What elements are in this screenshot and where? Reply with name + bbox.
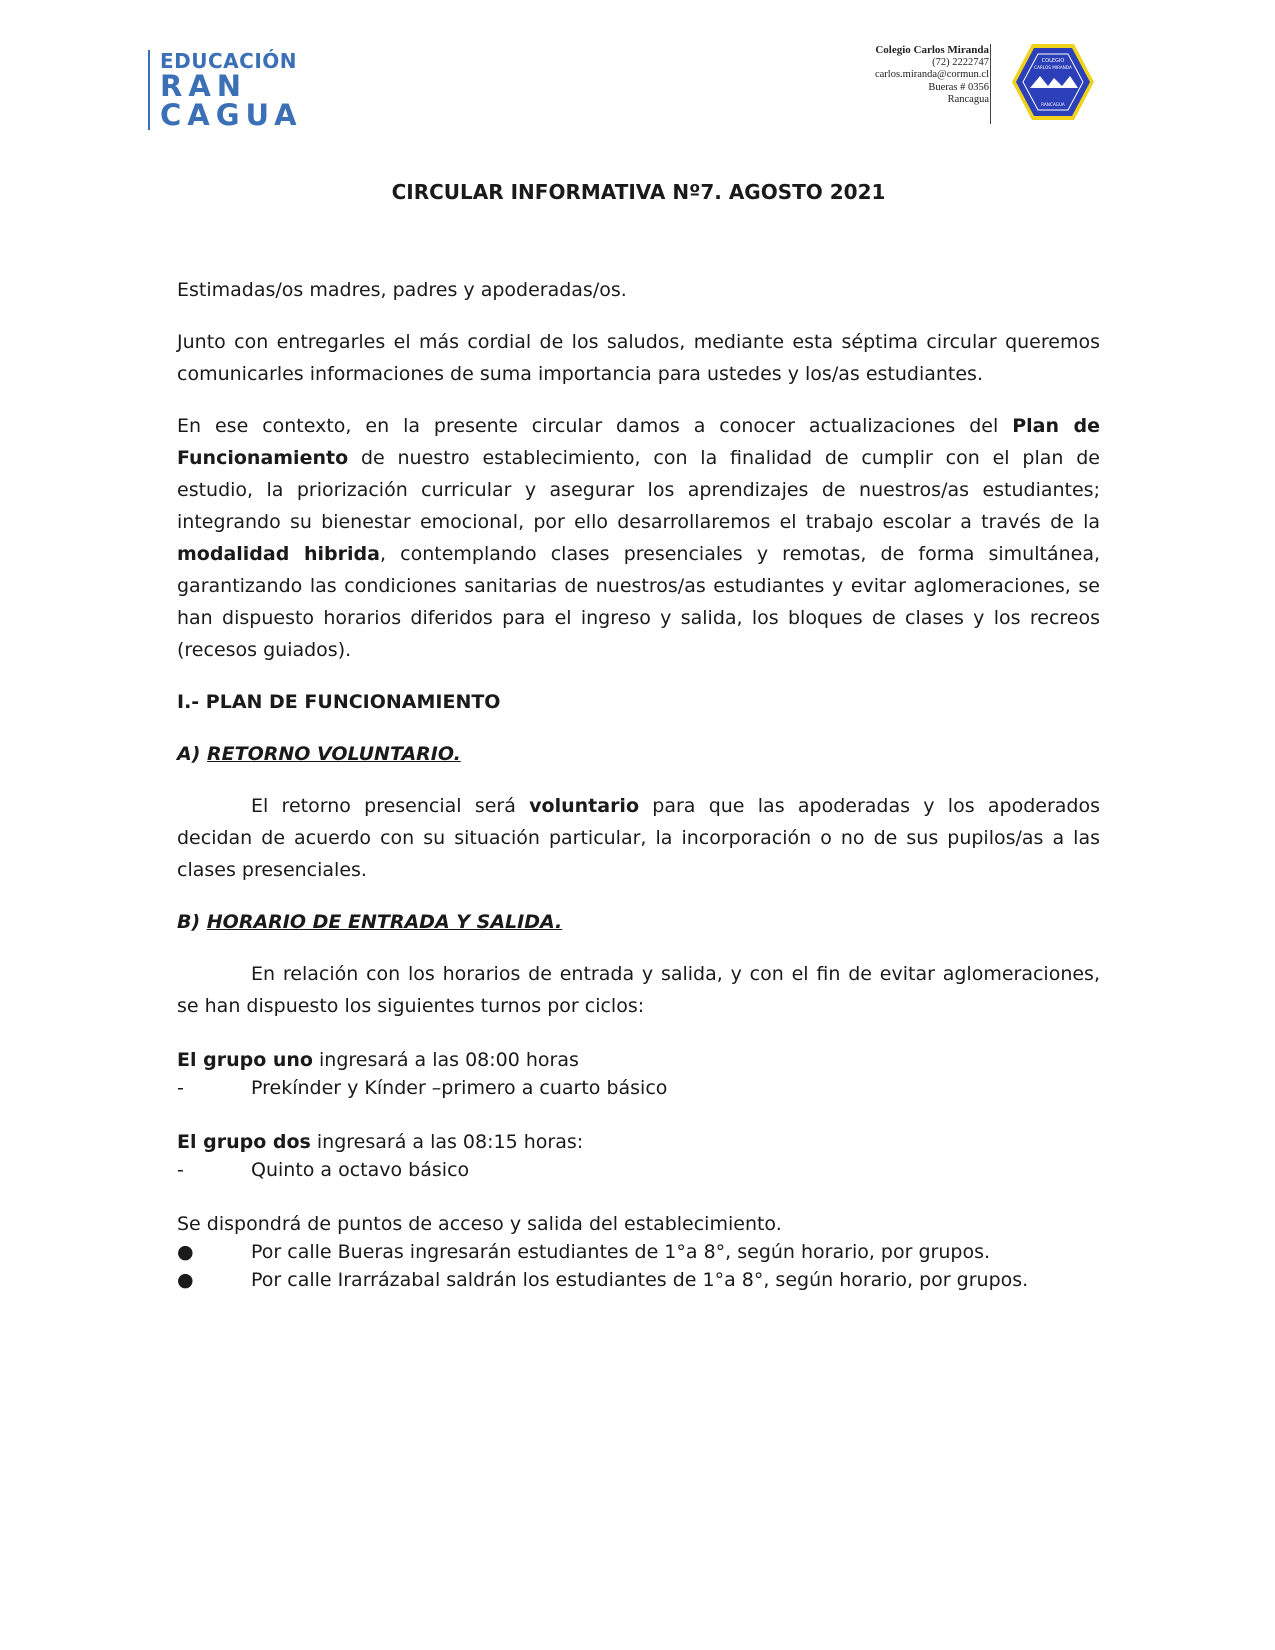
educacion-rancagua-logo	[148, 50, 303, 130]
seal-top-text: COLEGIO	[1041, 58, 1065, 64]
access-item-1: Por calle Bueras ingresarán estudiantes de 1°a 8°, según horario, por grupos.	[251, 1241, 991, 1263]
paragraph-a-text-2: para que las apoderadas y los apoderados decidan de acuerdo con su situación particular, la incorporación o no de sus pupilos/as a las clases presenciales.	[177, 795, 1100, 881]
header-divider	[990, 44, 991, 124]
context-text-2: de nuestro establecimiento, con la finalidad de cumplir con el plan de estudio, la priorización curricular y asegurar los aprendizajes de nuestros/as estudiantes; integrando su bienestar emocional, por ello desarrollaremos el trabajo escolar a través de la	[177, 447, 1100, 533]
group-two-item: Quinto a octavo básico	[251, 1159, 470, 1181]
context-bold-1: Plan de Funcionamiento	[177, 415, 1101, 469]
subheading-b-prefix: B)	[177, 911, 207, 933]
list-item	[177, 1238, 1100, 1266]
list-item	[177, 1156, 1100, 1184]
context-text-1: En ese contexto, en la presente circular damos a conocer actualizaciones del	[177, 415, 1013, 437]
paragraph-a-bold: voluntario	[529, 795, 639, 817]
document-body	[177, 180, 1100, 1294]
school-address: Bueras # 0356	[928, 81, 989, 93]
subheading-a-prefix: A)	[177, 743, 208, 765]
group-two-label	[177, 1128, 1100, 1156]
context-paragraph	[177, 410, 1100, 666]
seal-mid-text: CARLOS MIRANDA	[1034, 65, 1072, 70]
section-heading-1: I.- PLAN DE FUNCIONAMIENTO	[177, 691, 501, 713]
school-phone: (72) 2222747	[932, 56, 989, 68]
context-bold-2: modalidad hibrida	[177, 543, 380, 565]
seal-bottom-text: RANCAGUA	[1041, 102, 1065, 107]
group-two-bold: El grupo dos	[177, 1131, 311, 1153]
group-one-text: ingresará a las 08:00 horas	[312, 1049, 579, 1071]
subheading-a	[177, 738, 1100, 770]
school-email: carlos.miranda@cormun.cl	[874, 69, 989, 80]
list-item	[177, 1266, 1100, 1294]
greeting: Estimadas/os madres, padres y apoderadas/os.	[177, 279, 627, 301]
dash-marker: -	[177, 1077, 184, 1099]
logo-line-2: RAN	[160, 69, 248, 103]
subheading-a-title: RETORNO VOLUNTARIO.	[207, 743, 461, 765]
list-item	[177, 1074, 1100, 1102]
bullet-marker: ●	[177, 1269, 194, 1291]
context-text-3: , contemplando clases presenciales y remotas, de forma simultánea, garantizando las condiciones sanitarias de nuestros/as estudiantes y evitar aglomeraciones, se han dispuesto horarios diferidos para el ingreso y salida, los bloques de clases y los recreos (recesos guiados).	[177, 543, 1100, 661]
intro-paragraph: Junto con entregarles el más cordial de los saludos, mediante esta séptima circular queremos comunicarles informaciones de suma importancia para ustedes y los/as estudiantes.	[177, 331, 1100, 385]
subheading-b	[177, 906, 1100, 938]
group-one-label	[177, 1046, 1100, 1074]
school-contact-block	[875, 44, 989, 107]
subheading-b-title: HORARIO DE ENTRADA Y SALIDA.	[206, 911, 563, 933]
group-two-text: ingresará a las 08:15 horas:	[310, 1131, 584, 1153]
paragraph-b: En relación con los horarios de entrada y salida, y con el fin de evitar aglomeraciones, se han dispuesto los siguientes turnos por ciclos:	[177, 963, 1100, 1017]
school-name: Colegio Carlos Miranda	[875, 44, 989, 56]
bullet-marker: ●	[177, 1241, 194, 1263]
paragraph-a-text-1: El retorno presencial será	[251, 795, 530, 817]
paragraph-a	[177, 790, 1100, 886]
dash-marker: -	[177, 1159, 184, 1181]
group-one-item: Prekínder y Kínder –primero a cuarto básico	[251, 1077, 668, 1099]
access-intro: Se dispondrá de puntos de acceso y salida del establecimiento.	[177, 1213, 782, 1235]
school-seal-icon	[1010, 42, 1096, 122]
group-one-bold: El grupo uno	[177, 1049, 313, 1071]
logo-line-1: EDUCACIÓN	[160, 49, 298, 73]
document-title: CIRCULAR INFORMATIVA Nº7. AGOSTO 2021	[391, 180, 886, 204]
school-city: Rancagua	[947, 94, 989, 105]
access-item-2: Por calle Irarrázabal saldrán los estudiantes de 1°a 8°, según horario, por grupos.	[251, 1269, 1029, 1291]
logo-line-3: CAGUA	[160, 98, 303, 132]
